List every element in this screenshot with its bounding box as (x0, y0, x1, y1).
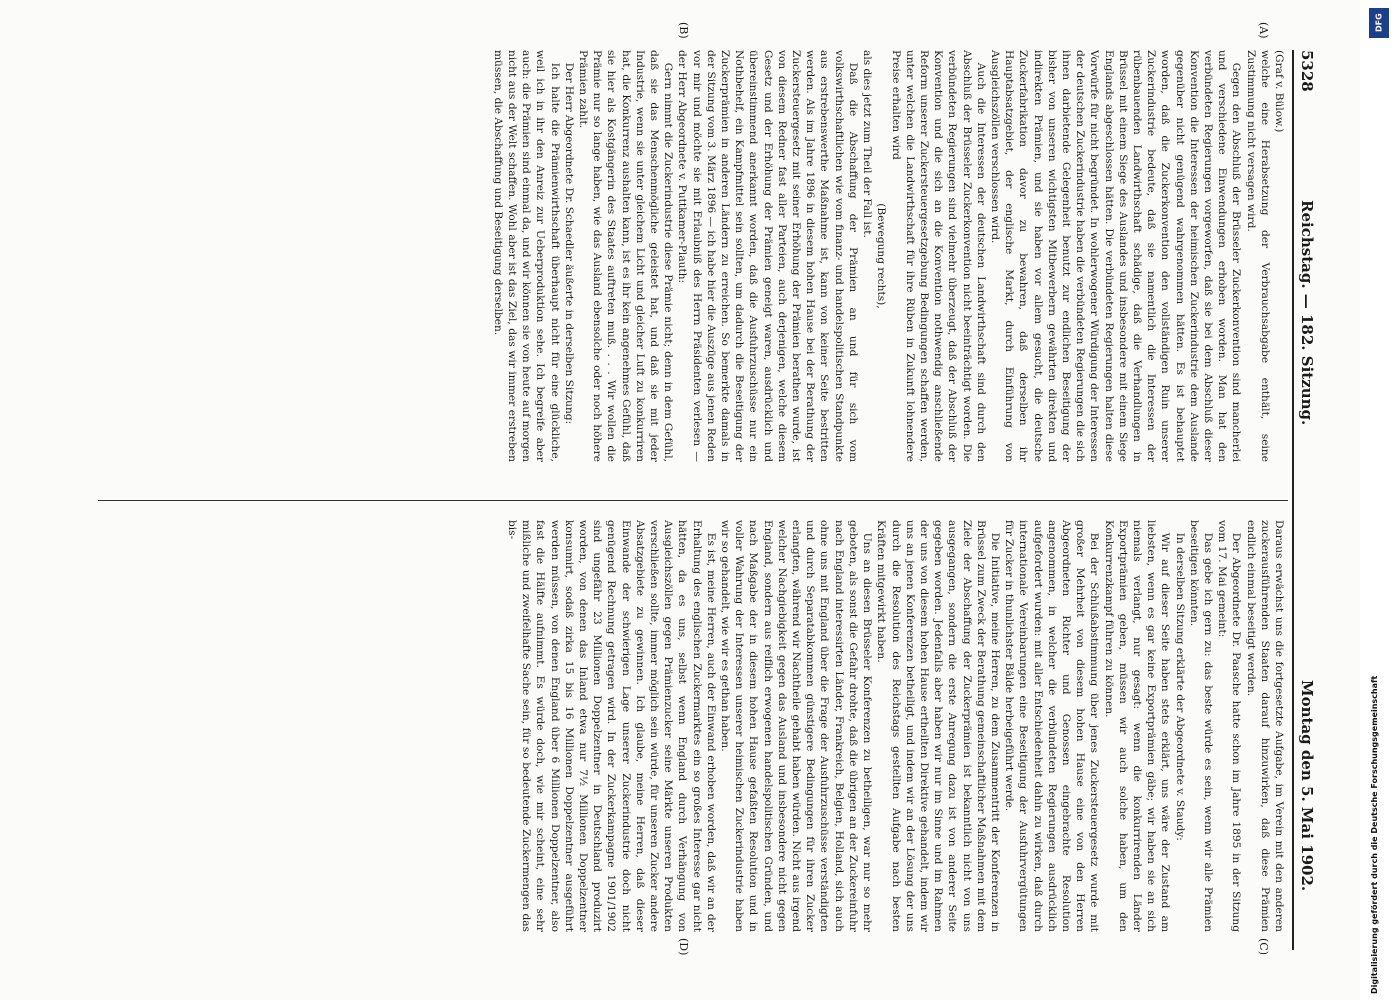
paragraph: Der Herr Abgeordnete Dr. Schaedler äußerte in derselben Sitzung: (562, 62, 575, 425)
margin-marker-c: (C) (1257, 938, 1270, 955)
paragraph: Die Initiative, meine Herren, zu dem Zusammentritt der Konferenzen in Brüssel zum Zweck der Berathung gemeinschaftlicher Maßnahmen mit dem Ziele der Abschaffung der Zuckerprämien ist bekanntlich nicht von uns ausgegangen, sondern die erste Anregung dazu ist von anderer Seite gegeben worden. Jedenfalls aber haben wir nur im Sinne und im Rahmen der uns von diesem hohen Hause ertheilten Direktive gehandelt, indem wir uns an jenen Konferenzen betheiligt, und indem wir an der Lösung der uns durch die Resolution des Reichstags gestellten Aufgabe nach besten Kräften mitgewirkt haben. (875, 520, 1001, 932)
quotation: Ich halte die Prämienwirthschaft überhaupt nicht für eine glückliche, weil ich in ihr den Anreiz zur Ueberproduktion sehe. Ich begreife aber auch: die Prämien sind einmal da, und wir können sie von heute auf morgen nicht aus der Welt schaffen. Wohl aber ist das Ziel, das wir immer erstreben müssen, die Abschaffung und Beseitigung derselben. (491, 50, 561, 462)
margin-marker-a: (A) (1257, 22, 1270, 39)
digitization-sidebar (1360, 0, 1397, 1000)
column-divider (98, 500, 1288, 501)
margin-marker-b: (B) (677, 22, 690, 39)
margin-marker-d: (D) (677, 938, 690, 956)
paragraph: Der Abgeordnete Dr. Paasche hatte schon im Jahre 1895 in der Sitzung vom 17. Mai gemeint: (1216, 520, 1243, 932)
quotation: Wir auf dieser Seite haben stets erklärt, uns wäre der Zustand am liebsten, wenn es gar keine Exportprämien gäbe; wir haben sie an sich niemals verlangt, nur gesagt: wenn die konkurrirenden Länder Exportprämien geben, müssen wir auch solche haben, um den Konkurrenzkampf führen zu können. (1102, 520, 1172, 932)
paragraph: Gegen den Abschluß der Brüsseler Zuckerkonvention sind mancherlei und verschiedene Einwendungen erhoben worden. Man hat den verbündeten Regierungen vorgeworfen, daß sie bei dem Abschluß dieser Konvention die Interessen der heimischen Zuckerindustrie dem Auslande gegenüber nicht genügend wahrgenommen hätten. Es ist behauptet worden, daß die Zuckerkonvention den vollständigen Ruin unserer Zuckerindustrie bedeute, daß sie namentlich die Interessen der rübenbauenden Landwirthschaft schädige, daß die Verhandlungen in Brüssel mit einem Siege des Auslandes und insbesondere mit einem Siege Englands abgeschlossen hätten. Die verbündeten Regierungen halten diese Vorwürfe für nicht begründet. In wohlerwogener Würdigung der Interessen der deutschen Zuckerindustrie haben die verbündeten Regierungen die sich ihnen darbietende Gelegenheit benutzt zur endlichen Beseitigung der bisher von unseren wichtigsten Mitbewerbern gewährten direkten und indirekten Prämien, und sie haben vor allem gesucht, die deutsche Zuckerfabrikation davor zu bewahren, daß derselben ihr Hauptabsatzgebiet, der englische Markt, durch Einführung von Ausgleichszöllen verschlossen wird. (988, 50, 1243, 462)
left-text-column (106, 50, 1286, 462)
paragraph: als dies jetzt zum Theil der Fall ist. (861, 50, 874, 238)
paragraph: In derselben Sitzung erklärte der Abgeordnete v. Staudy: (1173, 532, 1186, 841)
interjection: (Bewegung rechts), (875, 203, 888, 309)
paragraph: welche eine Herabsetzung der Verbrauchsabgabe enthält, seine Zustimmung nicht versagen wird. (1244, 50, 1271, 462)
right-running-title: Montag den 5. Mai 1902. (1298, 680, 1316, 892)
page-header (1292, 50, 1320, 950)
right-text-column (106, 520, 1286, 932)
funding-notice: Digitalisierung gefördert durch die Deutsche Forschungsgemeinschaft (1370, 675, 1379, 994)
paragraph: Es ist, meine Herren, auch der Einwand erhoben worden, daß wir an der Erhaltung des englischen Zuckermarktes ein so großes Interesse gar nicht hätten, da es uns, selbst wenn England durch Verhängung von Ausgleichszöllen gegen Prämienzucker seine Märkte unseren Produkten verschließen sollte, immer möglich sein würde, für unseren Zucker andere Absatzgebiete zu gewinnen. Ich glaube, meine Herren, daß dieser Einwande der schwierigen Lage unserer Zuckerindustrie doch nicht genügend Rechnung getragen wird. In der Zuckerkampagne 1901/1902 sind ungefähr 23 Millionen Doppelzentner in Deutschland produzirt worden, von denen das Inland etwa nur 7½ Millionen Doppelzentner konsumirt, sodaß zirka 15 bis 16 Millionen Doppelzentner ausgeführt werden müssen, von denen England über 6 Millionen Doppelzentner, also fast die Hälfte aufnimmt. Es würde doch, wie mir scheint, eine sehr mißliche und zweifelhafte Sache sein, für so bedeutende Zuckermengen das bis- (506, 520, 717, 932)
document-page (90, 22, 1320, 956)
left-running-title: Reichstag. — 182. Sitzung. (1298, 200, 1316, 426)
quotation: Gern nimmt die Zuckerindustrie diese Prämie nicht; denn in dem Gefühl, daß sie das Menschenmögliche geleistet hat, und daß sie mit jeder Industrie, wenn sie unter gleichem Licht und gleicher Luft zu konkurriren hat, die Konkurrenz aushalten kann, ist es ihr kein angenehmes Gefühl, daß sie hier als Kostgängerin des Staates auftreten muß. . . . Wir wollen die Prämie nur so lange haben, wie das Ausland ebensolche oder noch höhere Prämien zahlt. (577, 50, 675, 462)
paragraph: Uns an diesen Brüsseler Konferenzen zu betheiligen, war nur so mehr geboten, als sonst die Gefahr drohte, daß die übrigen an der Zuckereinfuhr nach England interessirten Länder, Frankreich, Belgien, Holland, sich auch ohne uns mit England über die Frage der Ausfuhrzuschüsse verständigten und durch Separatabkommen günstigere Bedingungen für ihren Zucker erlangten, während wir Nachtheile gehabt haben würden. Nicht aus irgend welcher Nachgiebigkeit gegen das Ausland und insbesondere nicht gegen England, sondern aus reiflich erwogenen handelspolitischen Gründen, und nach Maßgabe der in diesem hohen Hause gefaßten Resolution und in voller Wahrung der Interessen unserer heimischen Zuckerindustrie haben wir so gehandelt, wie wir es gethan haben. (719, 520, 874, 932)
page-number: 5328 (1298, 50, 1316, 92)
paragraph: Daß die Abschaffung der Prämien an und für sich vom volkswirthschaftlichen wie vom finanz- und handelspolitischen Standpunkte aus erstrebenswerthe Maßnahme ist, kann von keiner Seite bestritten werden. Als im Jahre 1896 in diesem hohen Hause bei der Berathung der Zuckersteuergesetz mit seiner Erhöhung der Prämien berathen wurde, ist von diesem Redner fast aller Parteien, auch derjenigen, welche diesem Gesetz und der Erhöhung der Prämien geneigt waren, ausdrücklich und übereinstimmend anerkannt worden, daß die Ausfuhrzuschüsse nur ein Nothbehelf, ein Kampfmittel sein sollten, um dadurch die Beseitigung der Zuckerprämien in anderen Ländern zu erreichen. So bemerkte damals in der Sitzung vom 3. März 1896 — ich habe hier die Auszüge aus jenen Reden vor mir und möchte sie mit Erlaubniß des Herrn Präsidenten verlesen — der Herr Abgeordnete v. Puttkamer-Plauth: (676, 50, 859, 462)
quotation: Das gebe ich gern zu: das beste würde es sein, wenn wir alle Prämien beseitigen könnten. (1187, 520, 1214, 932)
speaker-label: (Graf v. Bülow.) (1273, 50, 1285, 133)
paragraph: Auch die Interessen der deutschen Landwirthschaft sind durch den Abschluß der Brüsseler Zuckerkonvention nicht beeinträchtigt worden. Die verbündeten Regierungen sind vielmehr überzeugt, daß der Abschluß der Konvention und die sich an die Konvention nothwendig anschließende Reform unserer Zuckersteuergesetzgebung Bedingungen schaffen werden, unter welchen die Landwirthschaft für ihre Rüben in Zukunft lohnendere Preise erhalten wird (889, 50, 987, 462)
paragraph: Bei der Schlußabstimmung über jenes Zuckersteuergesetz wurde mit großer Mehrheit von diesem hohen Hause eine von den Herren Abgeordneten Richter und Genossen eingebrachte Resolution angenommen, in welcher die verbündeten Regierungen ausdrücklich aufgefordert wurden: mit aller Entschiedenheit dahin zu wirken, daß durch internationale Vereinbarungen eine Beseitigung der Ausfuhrvergütungen für Zucker in thunlichster Bälde herbeigeführt werde. (1003, 520, 1101, 932)
paragraph: Daraus erwächst uns die fortgesetzte Aufgabe, im Verein mit den anderen zuckerausführenden Staaten darauf hinzuwirken, daß diese Prämien endlich einmal beseitigt werden. (1244, 520, 1285, 932)
dfg-logo: DFG (1369, 8, 1389, 38)
